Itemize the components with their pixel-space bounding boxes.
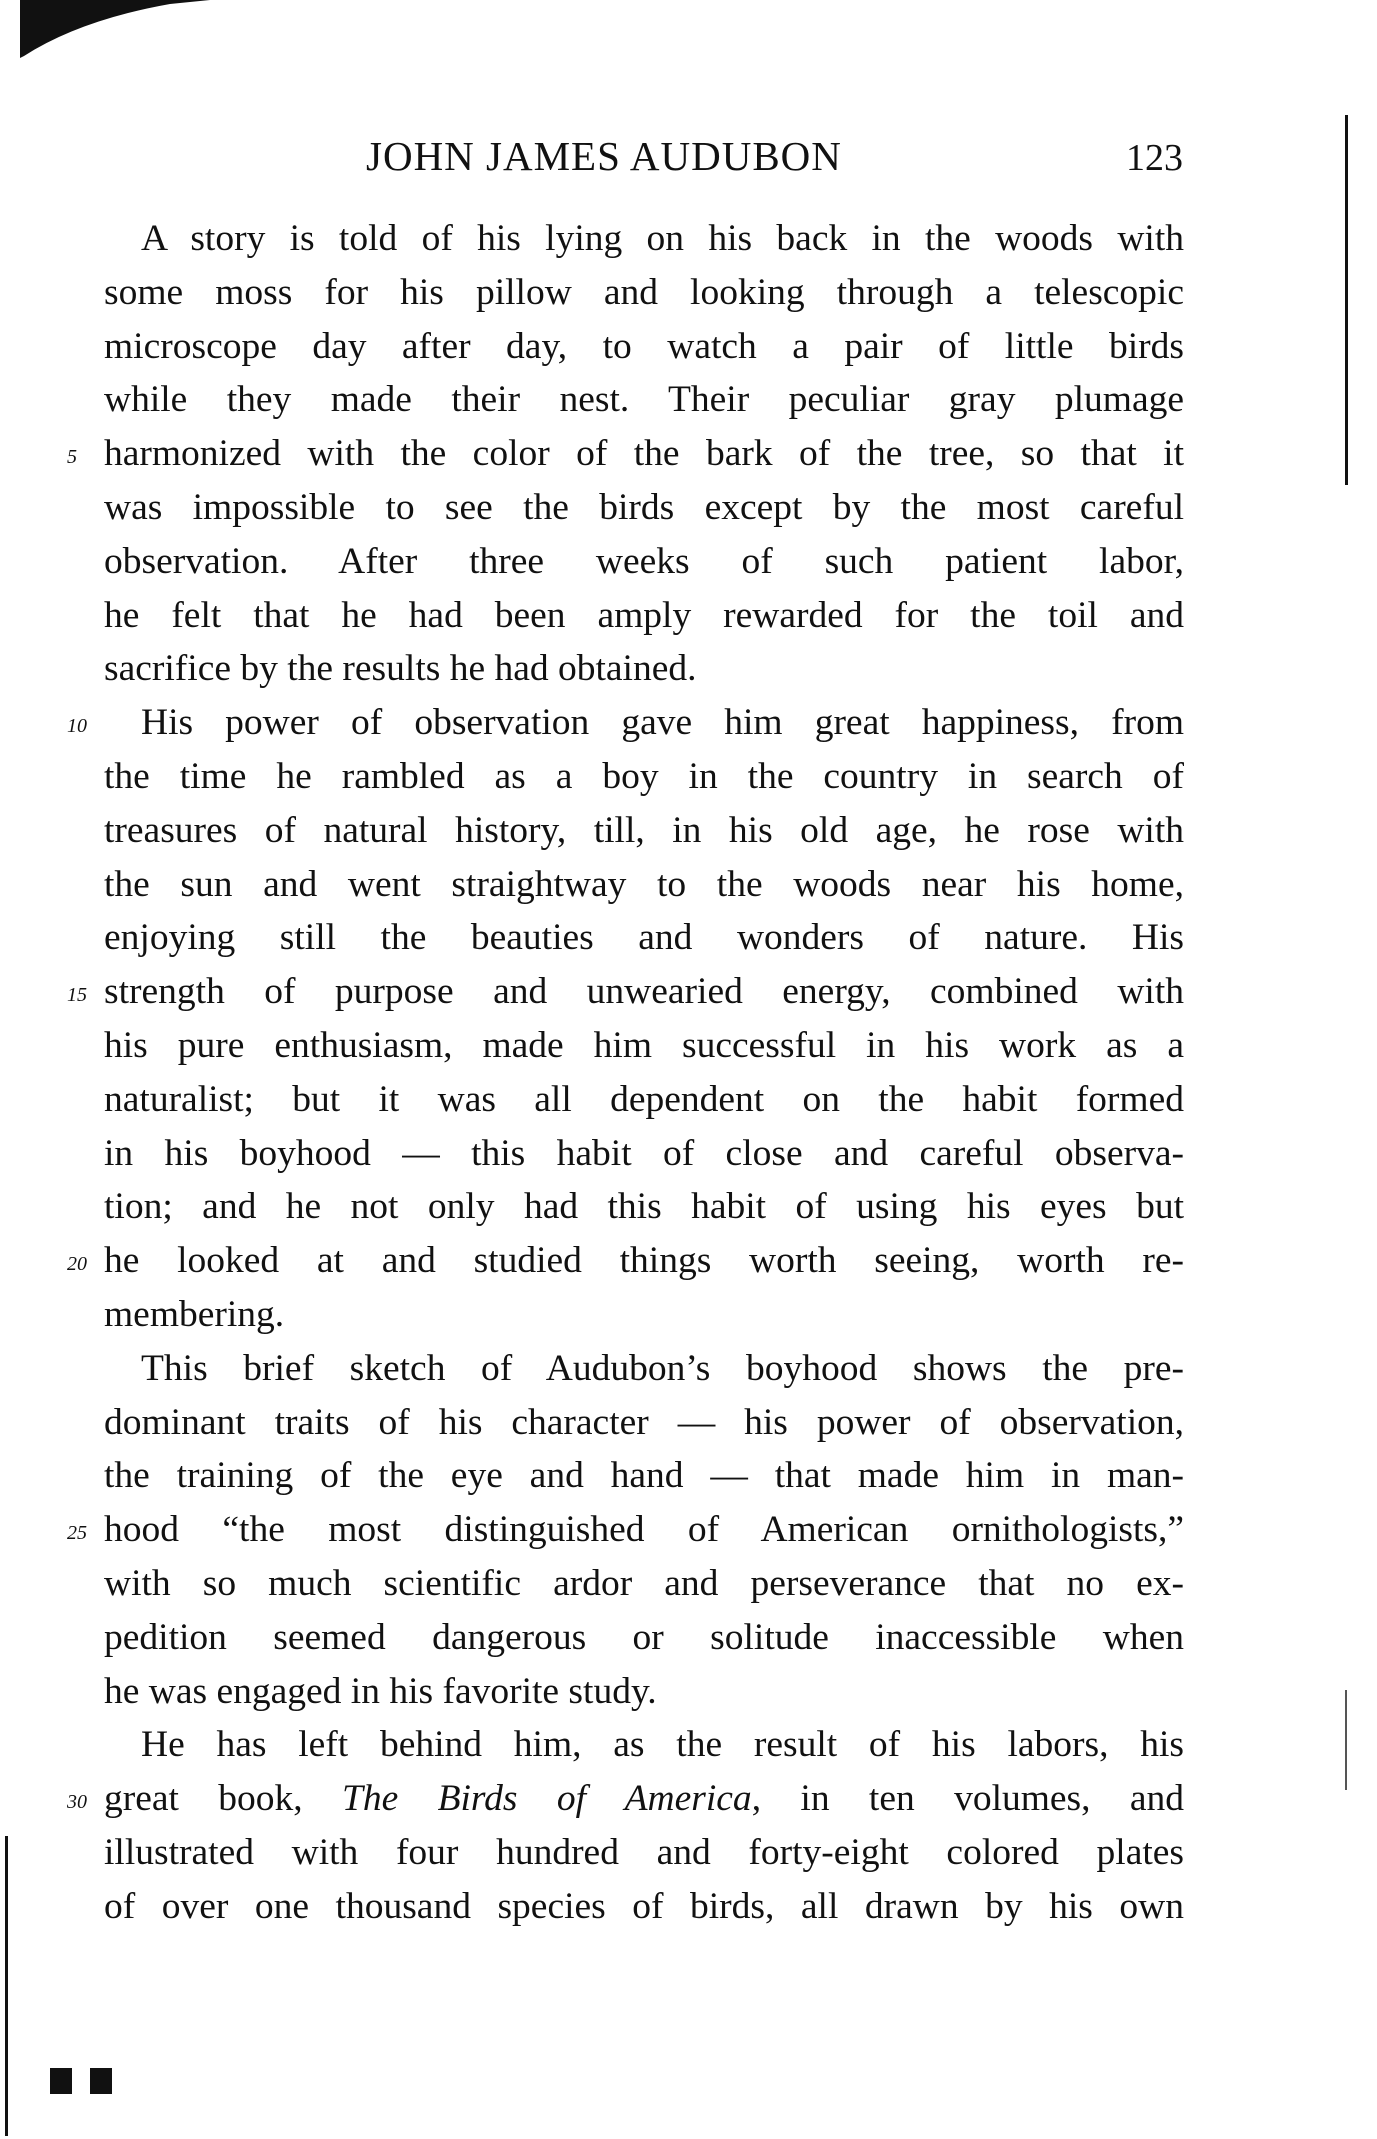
text-line bbox=[104, 1288, 1184, 1342]
line-text: was impossible to see the birds except by the most careful bbox=[104, 486, 1184, 528]
text-line bbox=[104, 1073, 1184, 1127]
text-line bbox=[104, 1880, 1184, 1934]
text-line bbox=[104, 535, 1184, 589]
line-text: hood “the most distinguished of American ornithologists,” bbox=[104, 1509, 1184, 1551]
line-number: 25 bbox=[67, 1522, 87, 1545]
line-text: he was engaged in his favorite study. bbox=[104, 1670, 657, 1712]
text-line bbox=[104, 804, 1184, 858]
line-text: in his boyhood — this habit of close and careful observa- bbox=[104, 1132, 1184, 1174]
book-title: The Birds of America bbox=[342, 1778, 752, 1820]
line-number: 20 bbox=[67, 1253, 87, 1276]
text-line bbox=[104, 589, 1184, 643]
text-line bbox=[104, 750, 1184, 804]
body-text bbox=[67, 212, 1184, 1934]
page-number: 123 bbox=[1126, 137, 1183, 179]
line-text: He has left behind him, as the result of his labors, his bbox=[141, 1724, 1184, 1766]
page-header bbox=[0, 132, 1377, 182]
line-text: sacrifice by the results he had obtained. bbox=[104, 648, 697, 690]
text-line bbox=[104, 911, 1184, 965]
line-text: dominant traits of his character — his power of observation, bbox=[104, 1401, 1184, 1443]
text-line bbox=[104, 1180, 1184, 1234]
line-text: treasures of natural history, till, in his old age, he rose with bbox=[104, 809, 1184, 851]
text-line bbox=[104, 1127, 1184, 1181]
line-fragment: great book, bbox=[104, 1778, 343, 1820]
running-title: JOHN JAMES AUDUBON bbox=[366, 133, 842, 179]
line-number: 5 bbox=[67, 446, 77, 469]
line-text: strength of purpose and unwearied energy, combined with bbox=[104, 971, 1184, 1013]
scan-artifact-left-edge bbox=[5, 1836, 8, 2136]
line-text: his pure enthusiasm, made him successful in his work as a bbox=[104, 1024, 1184, 1066]
line-text: harmonized with the color of the bark of the tree, so that it bbox=[104, 433, 1184, 475]
line-text: A story is told of his lying on his back in the woods with bbox=[141, 218, 1184, 259]
line-text: microscope day after day, to watch a pair of little birds bbox=[104, 325, 1184, 367]
text-line bbox=[104, 642, 1184, 696]
text-line bbox=[104, 1826, 1184, 1880]
text-line bbox=[67, 427, 1184, 481]
scan-artifact-bottom-marks bbox=[50, 2068, 72, 2094]
line-text: with so much scientific ardor and perseverance that no ex- bbox=[104, 1562, 1184, 1604]
line-number: 10 bbox=[67, 715, 87, 738]
line-text: while they made their nest. Their peculiar gray plumage bbox=[104, 379, 1184, 421]
line-number: 15 bbox=[67, 984, 87, 1007]
text-line bbox=[104, 1396, 1184, 1450]
line-text: illustrated with four hundred and forty-eight colored plates bbox=[104, 1831, 1184, 1873]
scan-artifact-right-marks bbox=[1345, 1690, 1347, 1790]
line-fragment: , in ten volumes, and bbox=[751, 1778, 1184, 1820]
line-number: 30 bbox=[67, 1791, 87, 1814]
text-line bbox=[67, 965, 1184, 1019]
line-text: His power of observation gave him great happiness, from bbox=[141, 702, 1184, 744]
text-line bbox=[104, 1718, 1184, 1772]
line-text: of over one thousand species of birds, all drawn by his own bbox=[104, 1885, 1184, 1927]
text-line bbox=[104, 373, 1184, 427]
line-text: some moss for his pillow and looking through a telescopic bbox=[104, 271, 1184, 313]
line-text bbox=[104, 1772, 1184, 1826]
text-line bbox=[104, 1019, 1184, 1073]
line-text: the time he rambled as a boy in the country in search of bbox=[104, 755, 1184, 797]
line-text: the sun and went straightway to the woods near his home, bbox=[104, 863, 1184, 905]
text-line bbox=[104, 1611, 1184, 1665]
text-line bbox=[67, 1234, 1184, 1288]
scan-artifact-shape bbox=[20, 0, 210, 58]
line-text: observation. After three weeks of such patient labor, bbox=[104, 540, 1184, 582]
line-text: naturalist; but it was all dependent on the habit formed bbox=[104, 1078, 1184, 1120]
text-line bbox=[104, 858, 1184, 912]
text-line bbox=[104, 1342, 1184, 1396]
scan-artifact-bottom-marks-2 bbox=[90, 2068, 112, 2094]
line-text: he looked at and studied things worth seeing, worth re- bbox=[104, 1240, 1184, 1282]
text-line bbox=[67, 696, 1184, 750]
text-line bbox=[104, 1665, 1184, 1719]
text-line bbox=[104, 1449, 1184, 1503]
text-line bbox=[104, 266, 1184, 320]
line-text: membering. bbox=[104, 1293, 285, 1335]
text-line bbox=[67, 1503, 1184, 1557]
line-text: the training of the eye and hand — that made him in man- bbox=[104, 1455, 1184, 1497]
text-line bbox=[67, 1772, 1184, 1826]
scan-artifact-corner bbox=[20, 0, 210, 58]
line-text: tion; and he not only had this habit of using his eyes but bbox=[104, 1186, 1184, 1228]
line-text: he felt that he had been amply rewarded for the toil and bbox=[104, 594, 1184, 636]
line-text: This brief sketch of Audubon’s boyhood shows the pre- bbox=[141, 1347, 1184, 1389]
text-line bbox=[104, 1557, 1184, 1611]
line-text: pedition seemed dangerous or solitude inaccessible when bbox=[104, 1616, 1184, 1658]
text-line bbox=[104, 481, 1184, 535]
text-line bbox=[104, 320, 1184, 374]
text-line bbox=[104, 212, 1184, 266]
line-text: enjoying still the beauties and wonders of nature. His bbox=[104, 917, 1184, 959]
